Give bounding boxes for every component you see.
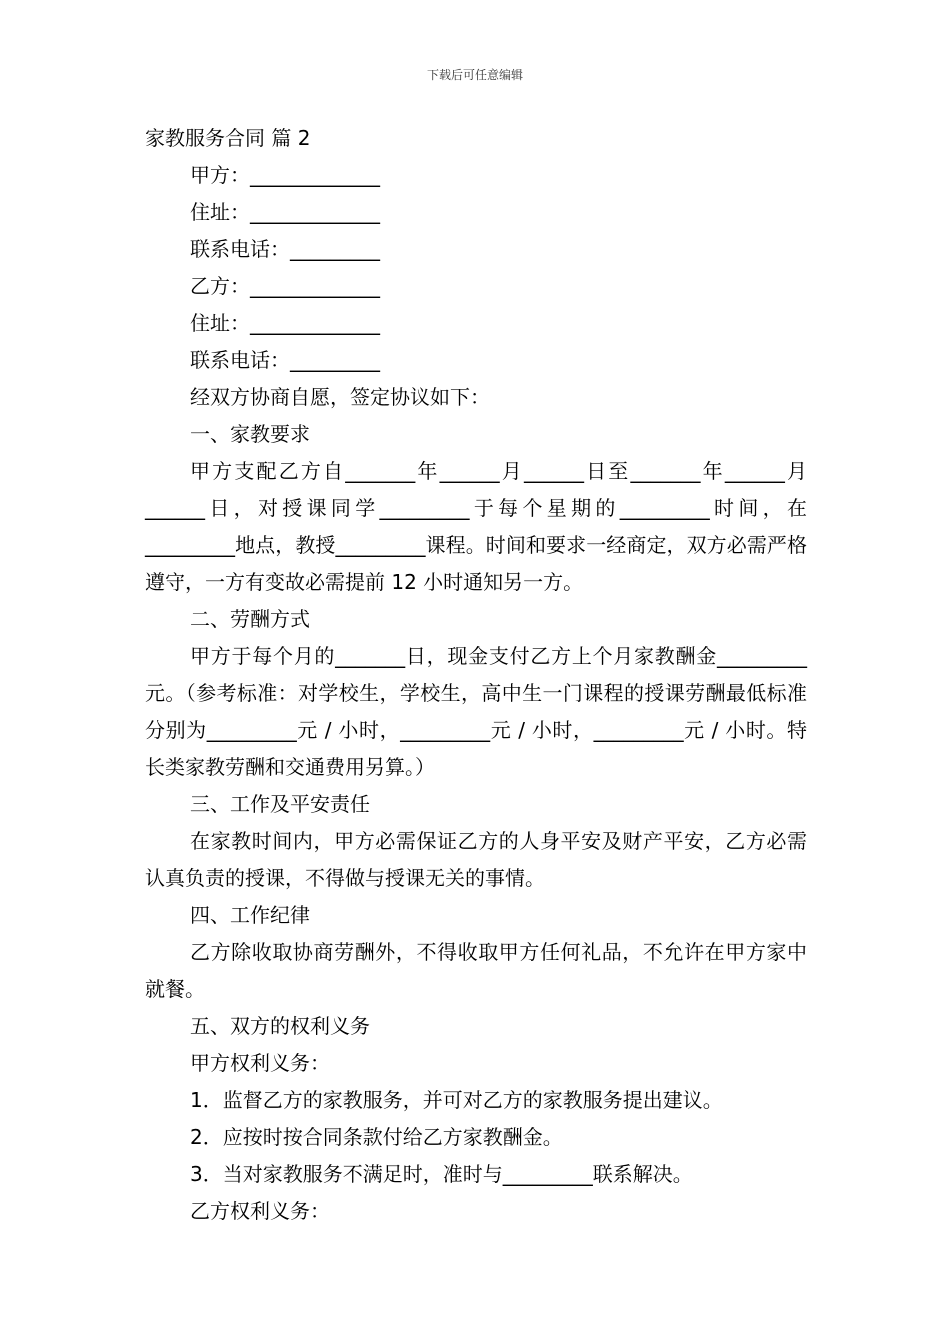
party-b-rights-title: 乙方权利义务： bbox=[190, 1199, 330, 1223]
party-b-phone: 联系电话：_________ bbox=[190, 348, 380, 372]
section-2-body: 甲方于每个月的_______日，现金支付乙方上个月家教酬金_________元。（参考标准：对学校生，学校生，高中生一门课程的授课劳酬最低标准分别为_________元 / 小时，_________元 / 小时，_________元 / 小时。特长类家教劳酬和交通费用另算。） bbox=[145, 644, 807, 779]
party-a-rights-item-1: 1．监督乙方的家教服务，并可对乙方的家教服务提出建议。 bbox=[190, 1088, 723, 1112]
party-a-rights-item-2: 2．应按时按合同条款付给乙方家教酬金。 bbox=[190, 1125, 563, 1149]
page-header: 下载后可任意编辑 bbox=[426, 68, 523, 82]
section-3-body: 在家教时间内，甲方必需保证乙方的人身平安及财产平安，乙方必需认真负责的授课，不得做与授课无关的事情。 bbox=[145, 829, 807, 890]
party-a-rights-item-3: 3．当对家教服务不满足时，准时与_________联系解决。 bbox=[190, 1162, 693, 1186]
section-5-title: 五、双方的权利义务 bbox=[190, 1014, 370, 1038]
document-title: 家教服务合同 篇 2 bbox=[145, 126, 311, 150]
section-1-title: 一、家教要求 bbox=[190, 422, 310, 446]
party-a-name: 甲方：_____________ bbox=[190, 163, 380, 187]
party-b-address: 住址：_____________ bbox=[190, 311, 380, 335]
section-2-title: 二、劳酬方式 bbox=[190, 607, 310, 631]
section-1-body: 甲方支配乙方自_______年______月______日至_______年______月______日，对授课同学_________于每个星期的_________时间，在_________地点，教授_________课程。时间和要求一经商定，双方必需严格遵守，一方有变故必需提前 12 小时通知另一方。 bbox=[145, 459, 807, 594]
section-3-title: 三、工作及平安责任 bbox=[190, 792, 370, 816]
intro-text: 经双方协商自愿，签定协议如下： bbox=[190, 385, 490, 409]
section-4-title: 四、工作纪律 bbox=[190, 903, 310, 927]
party-a-phone: 联系电话：_________ bbox=[190, 237, 380, 261]
party-a-rights-title: 甲方权利义务： bbox=[190, 1051, 330, 1075]
section-4-body: 乙方除收取协商劳酬外，不得收取甲方任何礼品，不允许在甲方家中就餐。 bbox=[145, 940, 807, 1001]
contract-document bbox=[145, 120, 807, 1230]
party-b-name: 乙方：_____________ bbox=[190, 274, 380, 298]
party-a-address: 住址：_____________ bbox=[190, 200, 380, 224]
